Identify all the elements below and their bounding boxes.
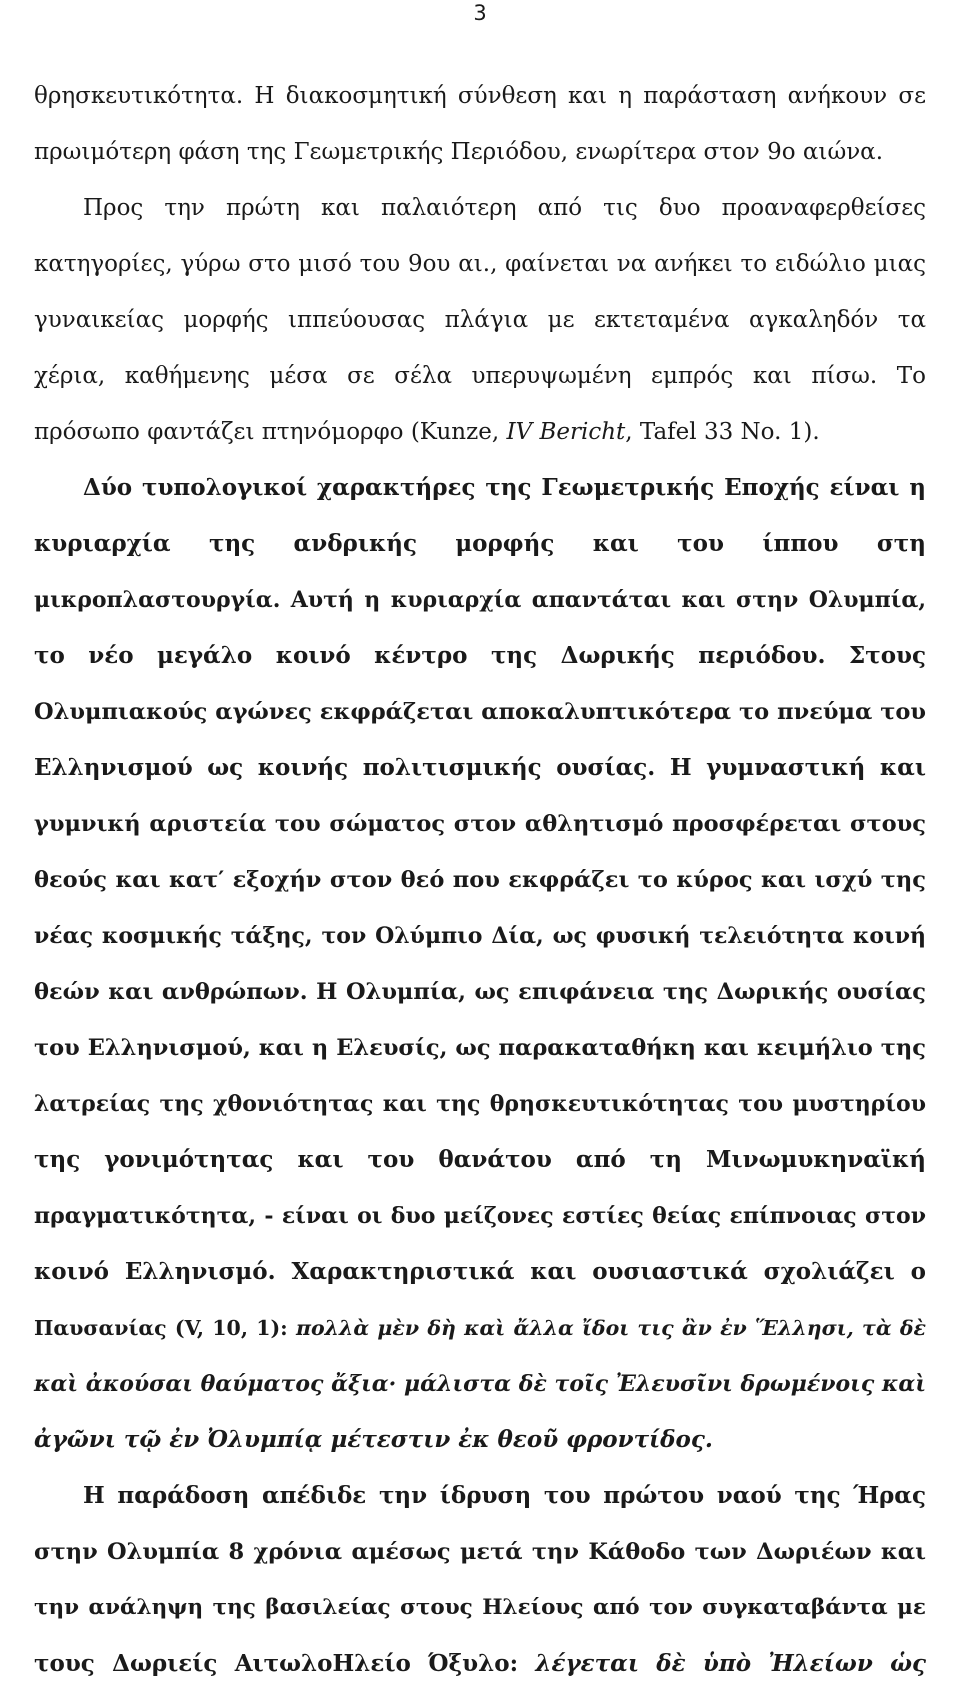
text-line: πραγματικότητα, - είναι οι δυο μείζονες εστίες θείας επίπνοιας στον — [34, 1203, 926, 1229]
ancient-quote-line: καὶ ἀκούσαι θαύματος ἄξια· μάλιστα δὲ τοῖς Ἐλευσῖνι δρωμένοις καὶ — [34, 1371, 926, 1397]
text-segment: τους Δωριείς ΑιτωλοΗλείο Όξυλο: — [34, 1650, 536, 1677]
text-line: του Ελληνισμού, και η Ελευσίς, ως παρακαταθήκη και κειμήλιο της — [34, 1035, 926, 1061]
text-line — [34, 410, 926, 466]
text-line: πρωιμότερη φάση της Γεωμετρικής Περιόδου, ενωρίτερα στον 9ο αιώνα. — [34, 139, 884, 165]
text-line: Δύο τυπολογικοί χαρακτήρες της Γεωμετρικής Εποχής είναι η — [83, 474, 926, 501]
text-line: κατηγορίες, γύρω στο μισό του 9ου αι., φαίνεται να ανήκει το ειδώλιο μιας — [34, 251, 926, 277]
ancient-quote: λέγεται δὲ ὑπὸ Ἠλείων ὡς — [535, 1650, 926, 1677]
citation-text: πρόσωπο φαντάζει πτηνόμορφο (Kunze, — [34, 419, 507, 445]
quote-author: Παυσανίας (V, 10, 1): — [34, 1316, 296, 1340]
text-line: θεών και ανθρώπων. Η Ολυμπία, ως επιφάνεια της Δωρικής ουσίας — [34, 979, 926, 1005]
ancient-quote: πολλὰ μὲν δὴ καὶ ἄλλα ἴδοι τις ἂν ἐν Ἕλλησι, τὰ δὲ — [295, 1316, 926, 1340]
page-number: 3 — [473, 1, 487, 25]
text-line: κυριαρχία της ανδρικής μορφής και του ίππου στη — [34, 530, 926, 557]
citation-title: IV Bericht — [506, 419, 626, 445]
citation-text: , Tafel 33 No. 1). — [625, 419, 820, 445]
text-line: θρησκευτικότητα. Η διακοσμητική σύνθεση και η παράσταση ανήκουν σε — [34, 83, 926, 109]
text-line: κοινό Ελληνισμό. Χαρακτηριστικά και ουσιαστικά σχολιάζει ο — [34, 1258, 926, 1285]
text-line: στην Ολυμπία 8 χρόνια αμέσως μετά την Κάθοδο των Δωριέων και — [34, 1539, 926, 1565]
text-line: την ανάληψη της βασιλείας στους Ηλείους από τον συγκαταβάντα με — [34, 1595, 926, 1620]
text-line: μικροπλαστουργία. Αυτή η κυριαρχία απαντάται και στην Ολυμπία, — [34, 587, 926, 613]
text-line: το νέο μεγάλο κοινό κέντρο της Δωρικής περιόδου. Στους — [34, 642, 926, 669]
text-line: θεούς και κατ′ εξοχήν στον θεό που εκφράζει το κύρος και ισχύ της — [34, 867, 926, 893]
text-line: νέας κοσμικής τάξης, τον Ολύμπιο Δία, ως φυσική τελειότητα κοινή — [34, 923, 926, 949]
text-line: γυναικείας μορφής ιππεύουσας πλάγια με εκτεταμένα αγκαληδόν τα — [34, 307, 926, 333]
text-line: Η παράδοση απέδιδε την ίδρυση του πρώτου ναού της Ήρας — [83, 1482, 926, 1509]
text-line — [34, 1642, 926, 1698]
text-line: Ελληνισμού ως κοινής πολιτισμικής ουσίας. Η γυμναστική και — [34, 754, 926, 781]
text-line: της γονιμότητας και του θανάτου από τη Μινωμυκηναϊκή — [34, 1146, 926, 1173]
text-line: χέρια, καθήμενης μέσα σε σέλα υπερυψωμένη εμπρός και πίσω. Το — [34, 363, 926, 389]
body-text — [34, 74, 926, 1698]
text-line — [34, 1306, 926, 1362]
text-line: Ολυμπιακούς αγώνες εκφράζεται αποκαλυπτικότερα το πνεύμα του — [34, 699, 926, 725]
ancient-quote-line: ἀγῶνι τῷ ἐν Ὀλυμπίᾳ μέτεστιν ἐκ θεοῦ φροντίδος. — [34, 1426, 713, 1453]
text-line: Προς την πρώτη και παλαιότερη από τις δυο προαναφερθείσες — [83, 195, 926, 221]
text-line: λατρείας της χθονιότητας και της θρησκευτικότητας του μυστηρίου — [34, 1091, 926, 1117]
text-line: γυμνική αριστεία του σώματος στον αθλητισμό προσφέρεται στους — [34, 811, 926, 837]
